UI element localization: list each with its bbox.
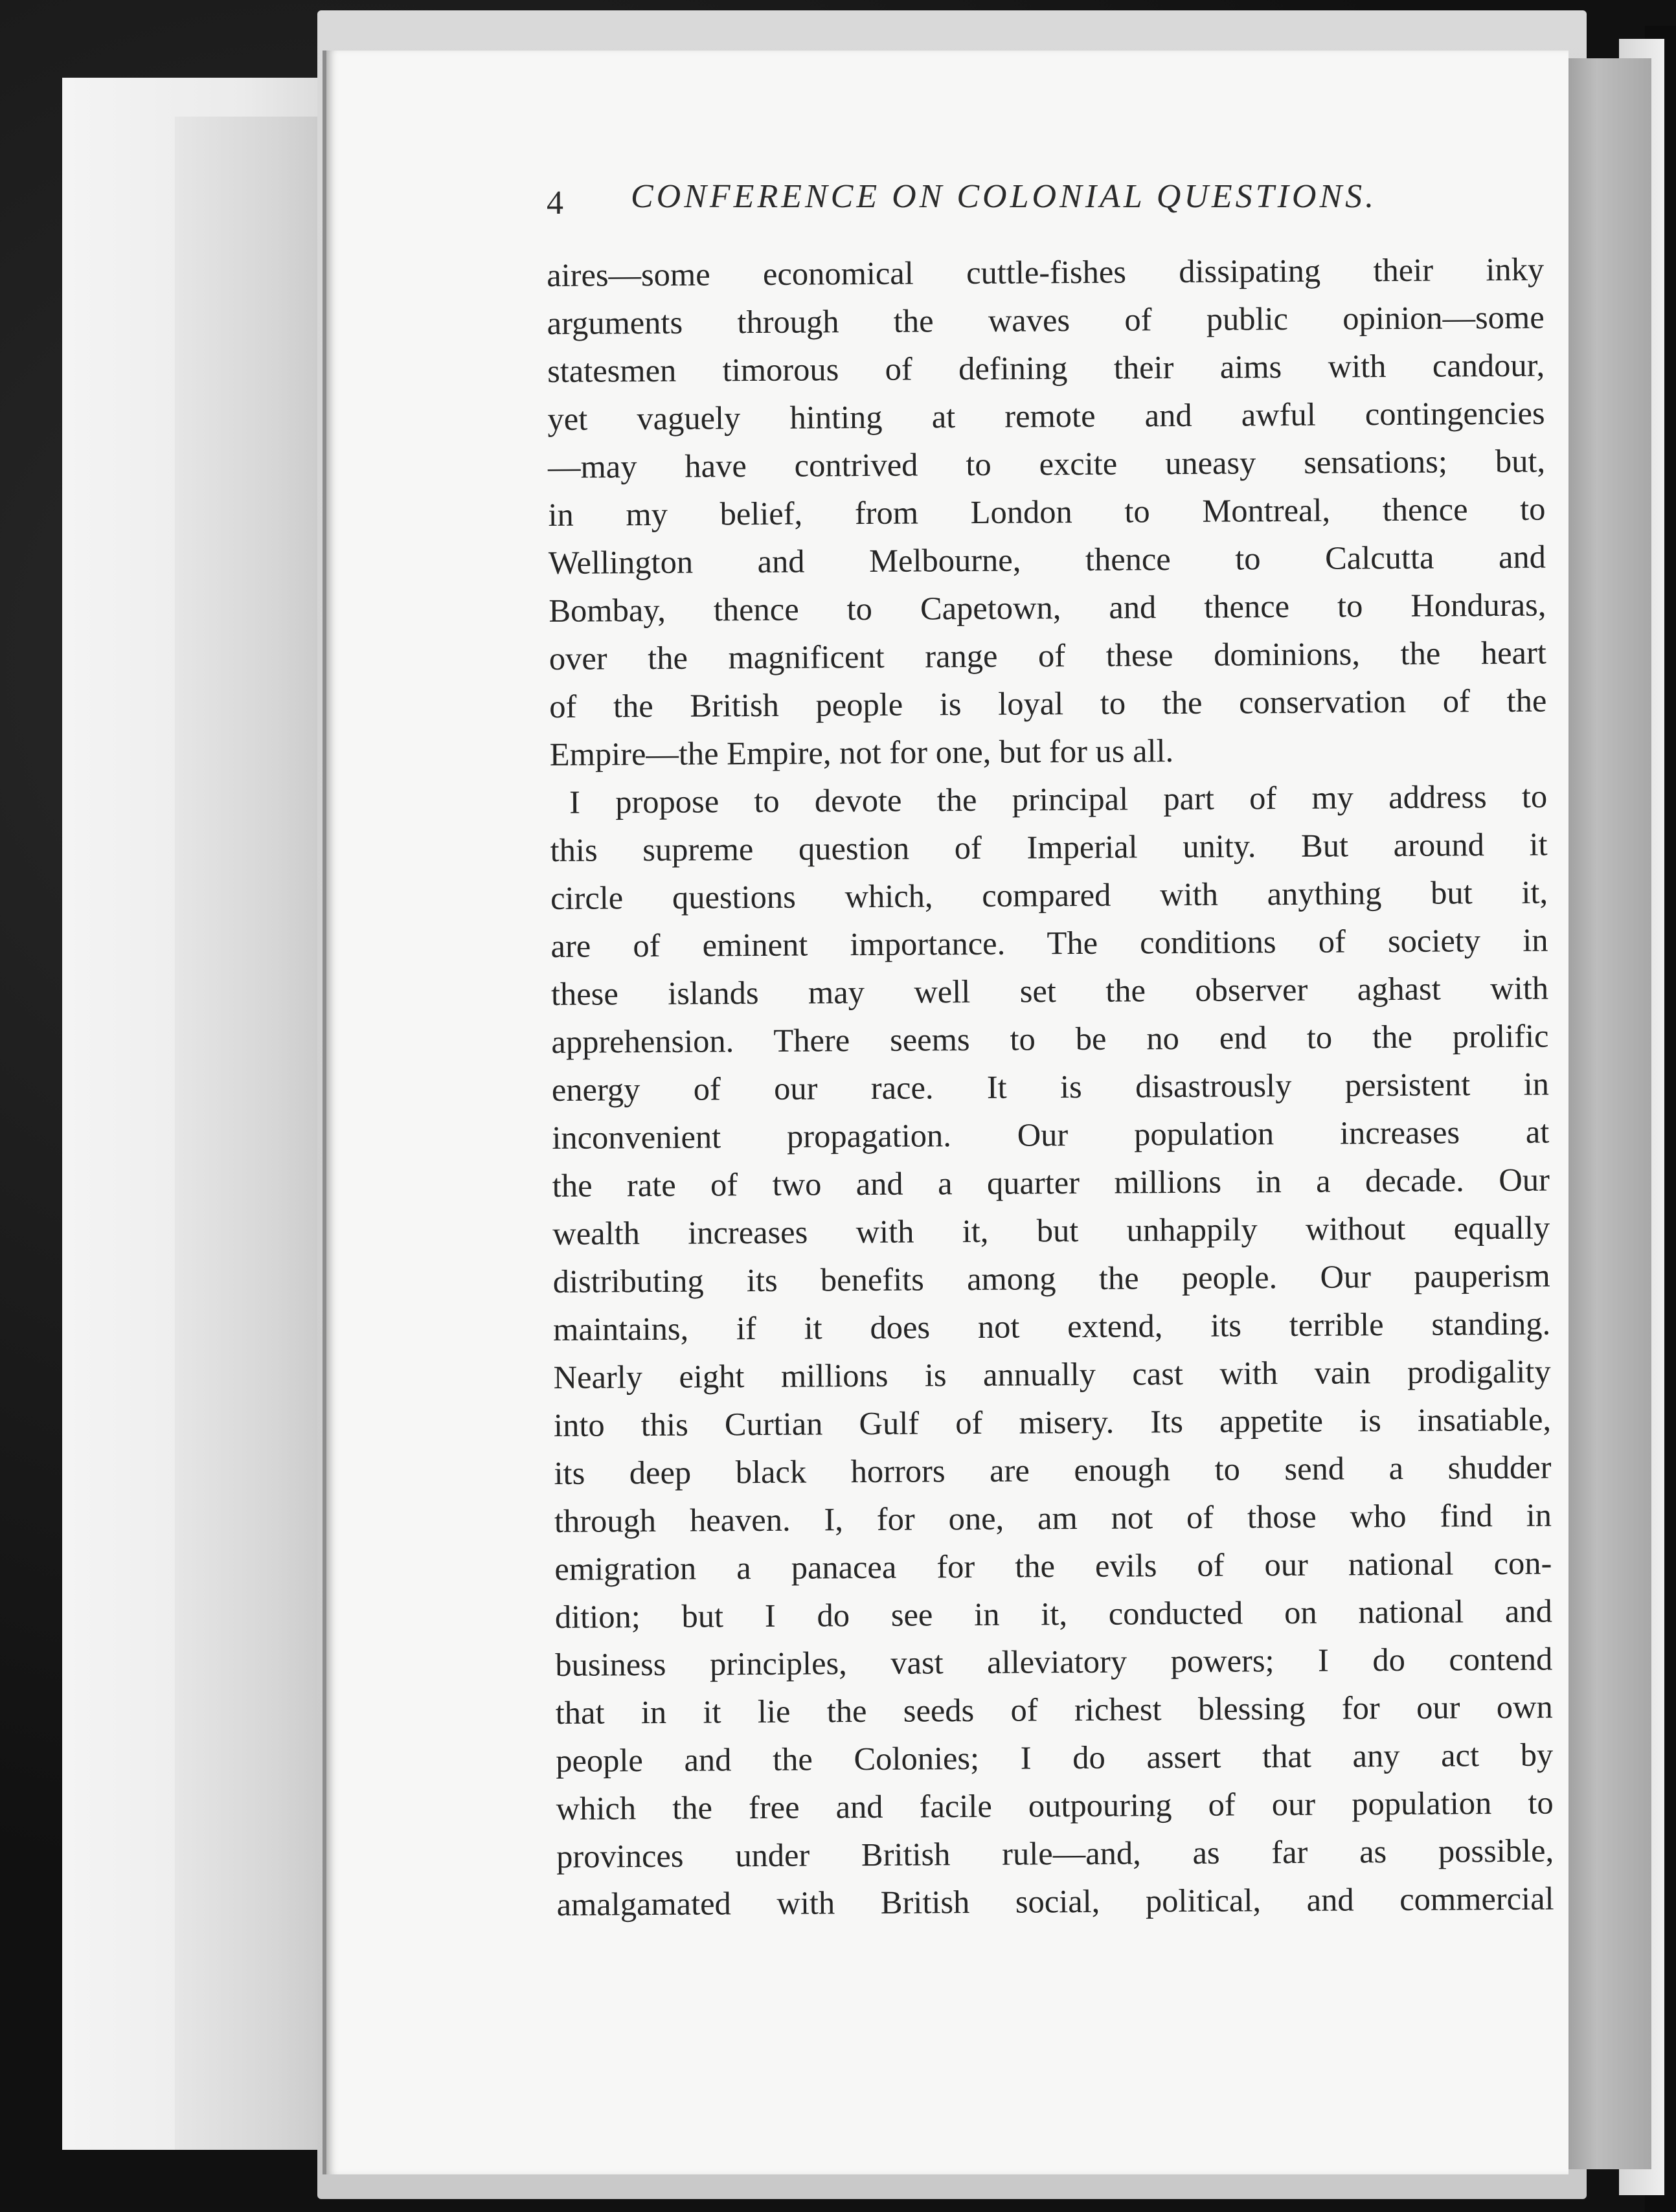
text-line: business principles, vast alleviatory powers; I do contend [555,1640,1553,1683]
text-line: Wellington and Melbourne, thence to Calcutta and [548,538,1546,581]
text-line: I propose to devote the principal part of my address to [569,778,1548,820]
paragraph [547,245,1547,778]
text-line: maintains, if it does not extend, its terrible standing. [552,1305,1551,1348]
text-line: people and the Colonies; I do assert that any act by [556,1736,1554,1779]
text-line: Nearly eight millions is annually cast with vain prodigality [553,1353,1551,1395]
text-line: yet vaguely hinting at remote and awful contingencies [547,394,1545,437]
text-line: that in it lie the seeds of richest blessing for our own [555,1688,1553,1731]
text-line: statesmen timorous of defining their aims with candour, [547,346,1545,389]
text-line: inconvenient propagation. Our population increases at [552,1113,1550,1156]
text-line: in my belief, from London to Montreal, thence to [548,490,1546,533]
text-line: amalgamated with British social, political, and commercial [556,1880,1554,1923]
text-line: provinces under British rule—and, as far as possible, [556,1832,1554,1875]
book-page [323,51,1568,2174]
text-line: over the magnificent range of these dominions, the heart [549,634,1546,677]
text-line: circle questions which, compared with anything but it, [550,874,1548,916]
page-header [547,177,1505,236]
text-line: wealth increases with it, but unhappily without equally [552,1209,1550,1252]
text-line: apprehension. There seems to be no end to the prolific [551,1017,1549,1060]
text-line: Empire—the Empire, not for one, but for us all. [549,732,1174,773]
page-edge-shadow [1561,58,1651,2169]
text-line: are of eminent importance. The conditions of society in [550,921,1548,964]
paragraph [550,773,1554,1928]
text-line: which the free and facile outpouring of our population to [556,1784,1554,1827]
text-line: aires—some economical cuttle-fishes dissipating their inky [547,251,1545,293]
text-line: Bombay, thence to Capetown, and thence to Honduras, [549,586,1546,629]
text-line: of the British people is loyal to the conservation of the [549,682,1547,725]
text-line: its deep black horrors are enough to send a shudder [554,1449,1552,1491]
text-line: emigration a panacea for the evils of our national con- [554,1544,1552,1587]
text-line: arguments through the waves of public opinion—some [547,299,1545,341]
text-line: dition; but I do see in it, conducted on national and [554,1592,1553,1635]
running-title: CONFERENCE ON COLONIAL QUESTIONS. [631,178,1377,215]
text-line: the rate of two and a quarter millions in a decade. Our [552,1161,1550,1204]
body-text [547,245,1554,1928]
text-line: this supreme question of Imperial unity. But around it [550,826,1548,868]
text-line: energy of our race. It is disastrously persistent in [551,1065,1550,1108]
text-line: distributing its benefits among the people. Our pauperism [552,1257,1550,1300]
text-line: into this Curtian Gulf of misery. Its appetite is insatiable, [553,1401,1552,1443]
text-line: these islands may well set the observer aghast with [550,969,1549,1012]
text-line: —may have contrived to excite uneasy sensations; but, [547,442,1546,485]
page-number: 4 [547,185,563,221]
text-line: through heaven. I, for one, am not of those who find in [554,1496,1552,1539]
